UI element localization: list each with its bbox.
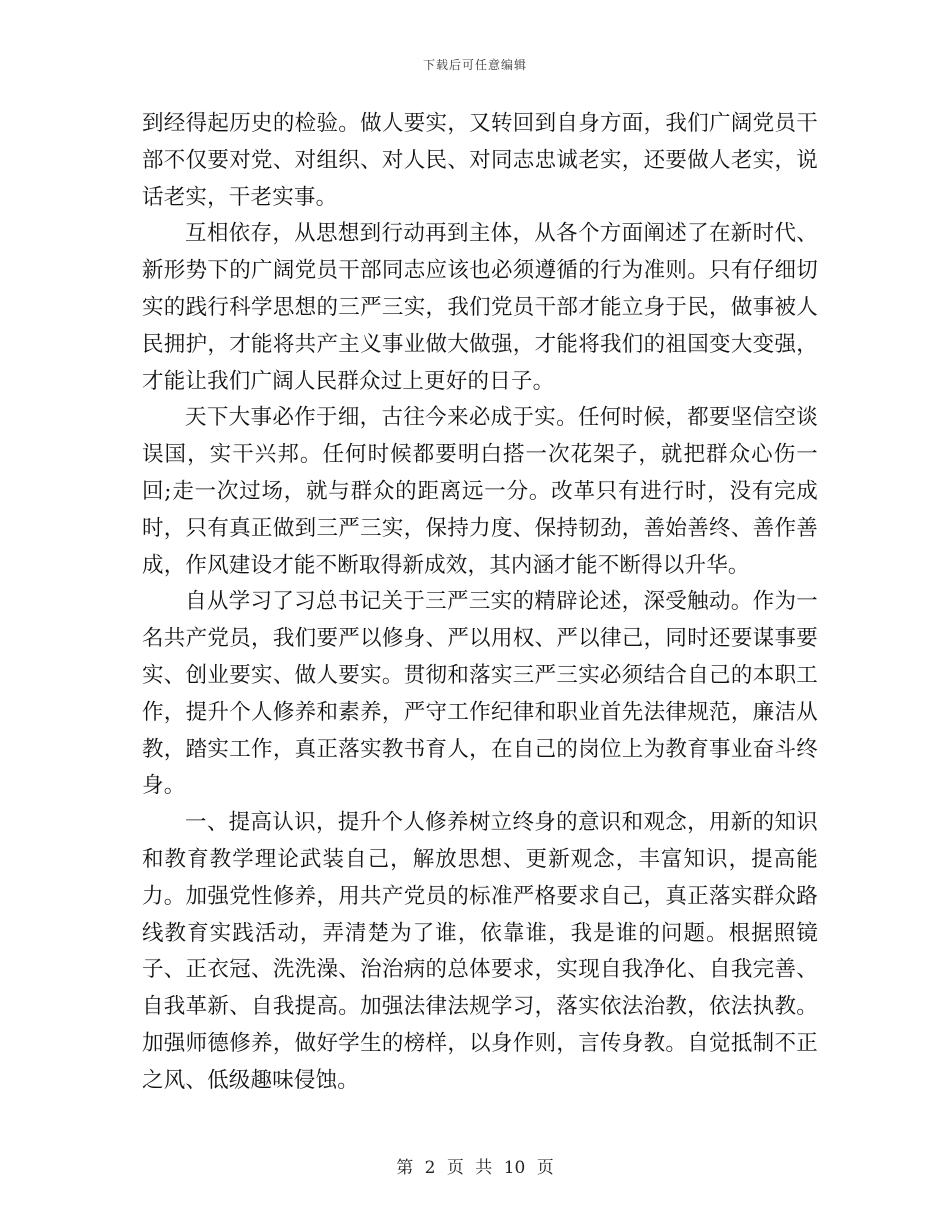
paragraph-continuation: 到经得起历史的检验。做人要实，又转回到自身方面，我们广阔党员干部不仅要对党、对组织、对人民、对同志忠诚老实，还要做人老实，说话老实，干老实事。 (142, 111, 818, 210)
paragraph: 自从学习了习总书记关于三严三实的精辟论述，深受触动。作为一名共产党员，我们要严以修身、严以用权、严以律己，同时还要谋事要实、创业要实、做人要实。贯彻和落实三严三实必须结合自己的本职工作，提升个人修养和素养，严守工作纪律和职业首先法律规范，廉洁从教，踏实工作，真正落实教书育人，在自己的岗位上为教育事业奋斗终身。 (142, 589, 818, 799)
paragraph: 互相依存，从思想到行动再到主体，从各个方面阐述了在新时代、新形势下的广阔党员干部同志应该也必须遵循的行为准则。只有仔细切实的践行科学思想的三严三实，我们党员干部才能立身于民，做事被人民拥护，才能将共产主义事业做大做强，才能将我们的祖国变大变强，才能让我们广阔人民群众过上更好的日子。 (142, 221, 818, 394)
page-header: 下载后可任意编辑 (422, 58, 527, 72)
page-number-footer: 第 2 页 共 10 页 (396, 1158, 554, 1178)
paragraph: 一、提高认识，提升个人修养树立终身的意识和观念，用新的知识和教育教学理论武装自己，解放思想、更新观念，丰富知识，提高能力。加强党性修养，用共产党员的标准严格要求自己，真正落实群众路线教育实践活动，弄清楚为了谁，依靠谁，我是谁的问题。根据照镜子、正衣冠、洗洗澡、治治病的总体要求，实现自我净化、自我完善、自我革新、自我提高。加强法律法规学习，落实依法治教，依法执教。加强师德修养，做好学生的榜样，以身作则，言传身教。自觉抵制不正之风、低级趣味侵蚀。 (142, 810, 818, 1093)
document-body (142, 106, 818, 1100)
paragraph: 天下大事必作于细，古往今来必成于实。任何时候，都要坚信空谈误国，实干兴邦。任何时候都要明白搭一次花架子，就把群众心伤一回;走一次过场，就与群众的距离远一分。改革只有进行时，没有完成时，只有真正做到三严三实，保持力度、保持韧劲，善始善终、善作善成，作风建设才能不断取得新成效，其内涵才能不断得以升华。 (142, 405, 818, 578)
